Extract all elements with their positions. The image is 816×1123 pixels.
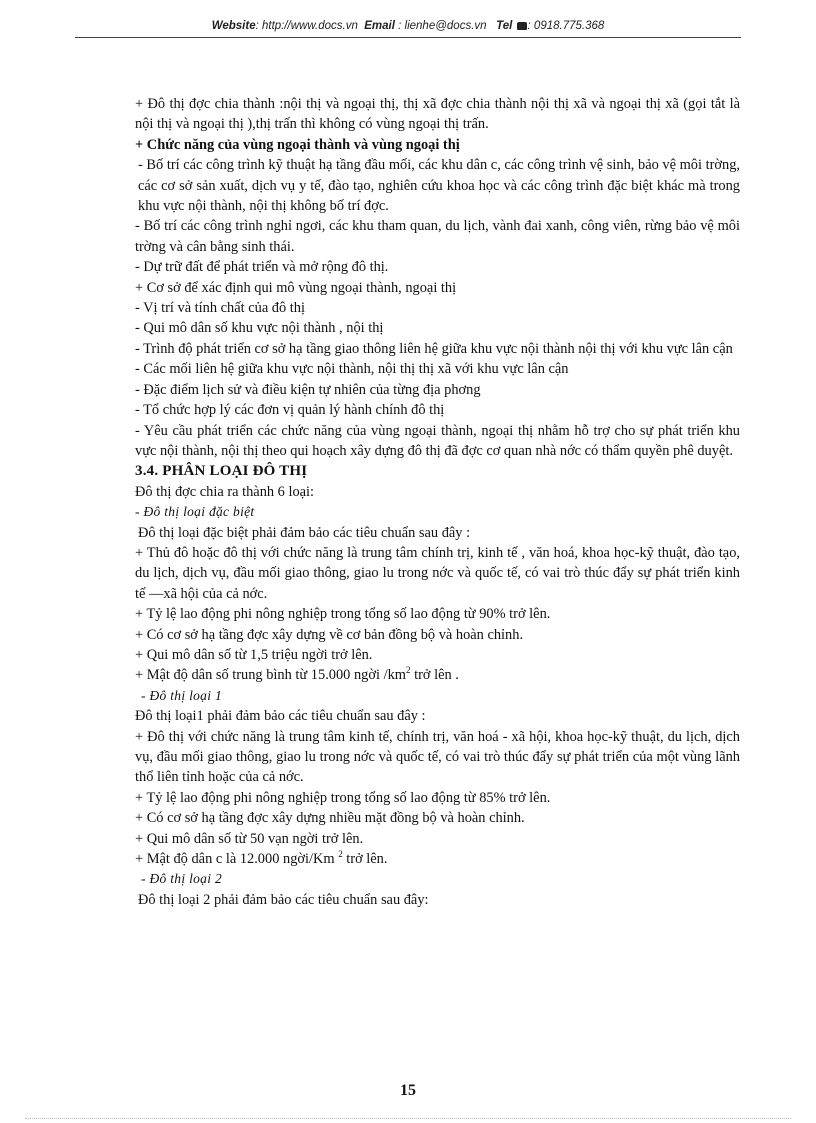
paragraph-8: - Trình độ phát triển cơ sở hạ tầng giao thông liên hệ giữa khu vực nội thành nội thị với khu vực lân cận [135, 340, 733, 357]
paragraph-15: + Thủ đô hoặc đô thị với chức năng là trung tâm chính trị, kinh tế , văn hoá, khoa học-kỹ thuật, đào tạo, du lịch, dịch vụ, đầu mối giao thông, giao lu trong nớc và quốc tế, có vai trò thúc đẩy sự phát triển kinh tế —xã hội của cả nớc. [135, 544, 740, 602]
header-divider [75, 37, 741, 38]
email-label: Email [364, 20, 395, 32]
email-value: : lienhe@docs.vn [398, 20, 487, 32]
paragraph-7: - Qui mô dân số khu vực nội thành , nội thị [135, 320, 384, 337]
paragraph-14: Đô thị loại đặc biệt phải đảm bảo các tiêu chuẩn sau đây : [138, 524, 471, 541]
density-superscript: 2 [405, 665, 411, 676]
density-class1-superscript: 2 [338, 849, 343, 860]
paragraph-21: + Đô thị với chức năng là trung tâm kinh tế, chính trị, văn hoá - xã hội, khoa học-kỹ thuật, du lịch, dịch vụ, đầu mối giao thông, giao lu trong nớc và quốc tế, có vai trò thúc đẩy sự phát triển của một vùng lãnh thổ liên tỉnh hoặc của cả nớc. [135, 728, 740, 786]
subheading-class-2: - Đô thị loại 2 [141, 871, 222, 887]
density-text: + Mật độ dân số trung bình từ 15.000 ngời /km [135, 667, 406, 684]
paragraph-26: Đô thị loại 2 phải đảm bảo các tiêu chuẩn sau đây: [138, 891, 429, 908]
paragraph-11: - Tổ chức hợp lý các đơn vị quản lý hành chính đô thị [135, 402, 445, 419]
paragraph-23: + Có cơ sở hạ tầng đợc xây dựng nhiều mặt đồng bộ và hoàn chỉnh. [135, 810, 525, 827]
document-body [135, 94, 740, 910]
footer-divider [25, 1118, 791, 1119]
paragraph-13: Đô thị đợc chia ra thành 6 loại: [135, 483, 315, 500]
paragraph-17: + Có cơ sở hạ tầng đợc xây dựng về cơ bản đồng bộ và hoàn chỉnh. [135, 626, 524, 643]
website-value: : http://www.docs.vn [255, 20, 358, 32]
page-number: 15 [400, 1082, 416, 1099]
website-label: Website [211, 20, 256, 32]
heading-function-suburban: + Chức năng của vùng ngoại thành và vùng ngoại thị [135, 136, 460, 153]
subheading-special-class: - Đô thị loại đặc biệt [135, 504, 255, 520]
paragraph-5: + Cơ sở để xác định qui mô vùng ngoại thành, ngoại thị [135, 279, 457, 296]
paragraph-1: + Đô thị đợc chia thành :nội thị và ngoại thị, thị xã đợc chia thành nội thị xã và ngoại thị xã (gọi tắt là nội thị và ngoại thị ),thị trấn thì không có vùng ngoại thị trấn. [135, 96, 740, 133]
tel-value: : 0918.775.368 [527, 20, 605, 32]
paragraph-2: - Bố trí các công trình kỹ thuật hạ tầng đầu mối, các khu dân c, các công trình vệ sinh, bảo vệ môi trờng, các cơ sở sản xuất, dịch vụ y tế, đào tạo, nghiên cứu khoa học và các công trình đặc biệt khác mà trong khu vực nội thành, nội thị không bố trí đợc. [138, 157, 740, 215]
density-tail: trở lên . [410, 667, 459, 684]
paragraph-16: + Tỷ lệ lao động phi nông nghiệp trong tổng số lao động từ 90% trở lên. [135, 606, 551, 623]
paragraph-4: - Dự trữ đất để phát triển và mở rộng đô thị. [135, 259, 389, 276]
paragraph-18: + Qui mô dân số từ 1,5 triệu ngời trở lên. [135, 646, 373, 663]
section-title: 3.4. PHÂN LOẠI ĐÔ THỊ [135, 463, 308, 480]
paragraph-12: - Yêu cầu phát triển các chức năng của vùng ngoại thành, ngoại thị nhằm hỗ trợ cho sự phát triển khu vực nội thành, nội thị theo qui hoạch xây dựng đô thị đã đợc cơ quan nhà nớc có thẩm quyền phê duyệt. [135, 422, 740, 459]
paragraph-20: Đô thị loại1 phải đảm bảo các tiêu chuẩn sau đây : [135, 708, 426, 725]
paragraph-22: + Tỷ lệ lao động phi nông nghiệp trong tổng số lao động từ 85% trở lên. [135, 789, 551, 806]
page-header [75, 18, 741, 34]
phone-icon [517, 22, 527, 30]
tel-label: Tel [496, 20, 513, 32]
paragraph-19 [135, 665, 740, 685]
paragraph-24: + Qui mô dân số từ 50 vạn ngời trở lên. [135, 830, 364, 847]
paragraph-9: - Các mối liên hệ giữa khu vực nội thành, nội thị thị xã với khu vực lân cận [135, 361, 569, 378]
density-class1-text: + Mật độ dân c là 12.000 ngời/Km [135, 851, 339, 868]
paragraph-25 [135, 849, 740, 869]
paragraph-6: - Vị trí và tính chất của đô thị [135, 300, 305, 317]
subheading-class-1: - Đô thị loại 1 [141, 687, 222, 703]
paragraph-10: - Đặc điểm lịch sử và điều kiện tự nhiên của từng địa phơng [135, 381, 481, 398]
density-class1-tail: trở lên. [342, 851, 388, 868]
paragraph-3: - Bố trí các công trình nghỉ ngơi, các khu tham quan, du lịch, vành đai xanh, công viên, rừng bảo vệ môi trờng và cân bằng sinh thái. [135, 218, 740, 255]
